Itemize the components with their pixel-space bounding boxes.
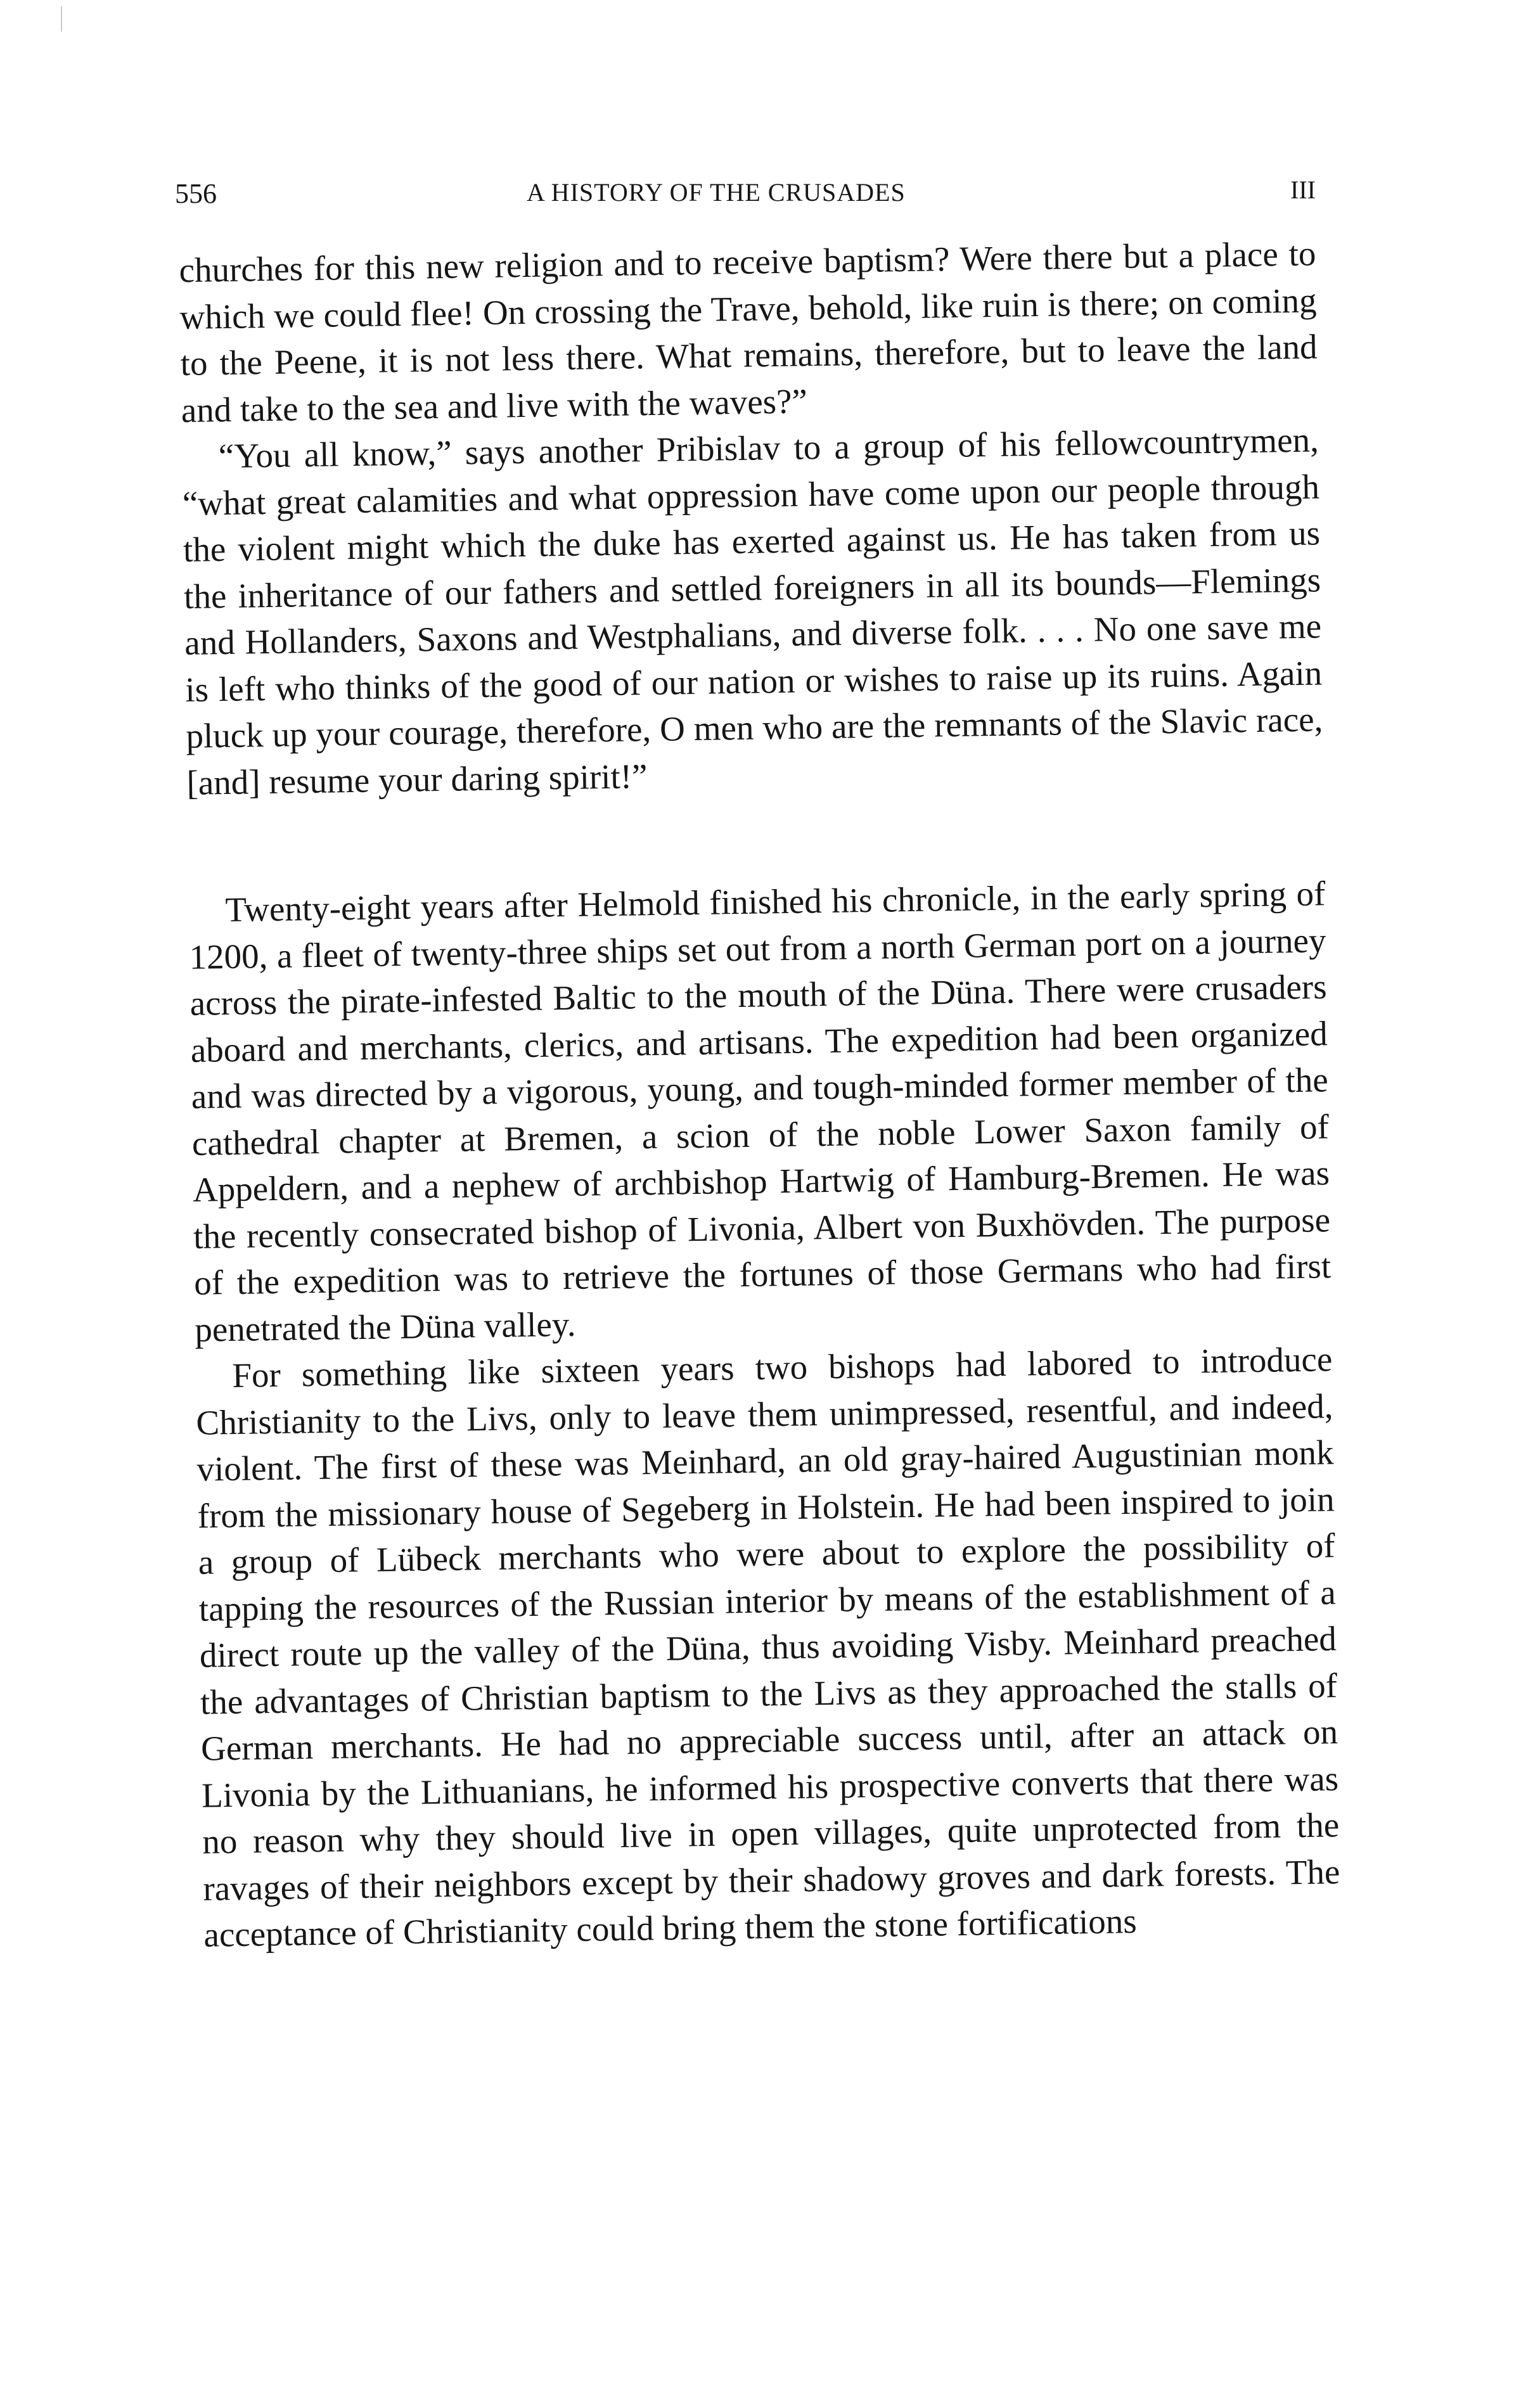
body-paragraph: For something like sixteen years two bishops had labored to introduce Christianity to the Livs, only to leave them unimpressed, resentful, and indeed, violent. The first of these was Meinhard, an old gray-haired Augustinian monk from the missionary house of Segeberg in Holstein. He had been inspired to join a group of Lübeck merchants who were about to explore the possibility of tapping the resources of the Russian interior by means of the establishment of a direct route up the valley of the Düna, thus avoiding Visby. Meinhard preached the advantages of Christian baptism to the Livs as they approached the stalls of German merchants. He had no appreciable success until, after an attack on Livonia by the Lithuanians, he informed his prospective converts that there was no reason why they should live in open villages, quite unprotected from the ravages of their neighbors except by their shadowy groves and dark forests. The acceptance of Christianity could bring them the stone fortifications — [196, 1340, 1340, 1954]
quote-paragraph: “You all know,” says another Pribislav to a group of his fellowcountrymen, “what great calamities and what oppression have come upon our people through the violent might which the duke has exerted against us. He has taken from us the inheritance of our fathers and settled foreigners in all its bounds—Flemings and Hollanders, Saxons and Westphalians, and diverse folk. . . . No one save me is left who thinks of the good of our nation or wishes to raise up its ruins. Again pluck up your courage, therefore, O men who are the remnants of the Slavic race, [and] resume your daring spirit!” — [182, 420, 1323, 802]
quote-continuation-paragraph: churches for this new religion and to receive baptism? Were there but a place to which we could flee! On crossing the Trave, behold, like ruin is there; on coming to the Peene, it is not less there. What remains, therefore, but to leave the land and take to the sea and live with the waves?” — [179, 234, 1318, 430]
body-paragraph: Twenty-eight years after Helmold finished his chronicle, in the early spring of 1200, a fleet of twenty-three ships set out from a north German port on a journey across the pirate-infested Baltic to the mouth of the Düna. There were crusaders aboard and merchants, clerics, and artisans. The expedition had been organized and was directed by a vigorous, young, and tough-minded former member of the cathedral chapter at Bremen, a scion of the noble Lower Saxon family of Appeldern, and a nephew of archbishop Hartwig of Hamburg-Bremen. He was the recently consecrated bishop of Livonia, Albert von Buxhövden. The purpose of the expedition was to retrieve the fortunes of those Germans who had first penetrated the Düna valley. — [189, 874, 1332, 1349]
book-title: A HISTORY OF THE CRUSADES — [527, 178, 906, 207]
scan-margin-mark — [61, 6, 62, 32]
page-number: 556 — [175, 178, 217, 209]
running-head — [175, 171, 1316, 215]
body-text — [179, 230, 1341, 1958]
volume-number: III — [1290, 176, 1316, 204]
